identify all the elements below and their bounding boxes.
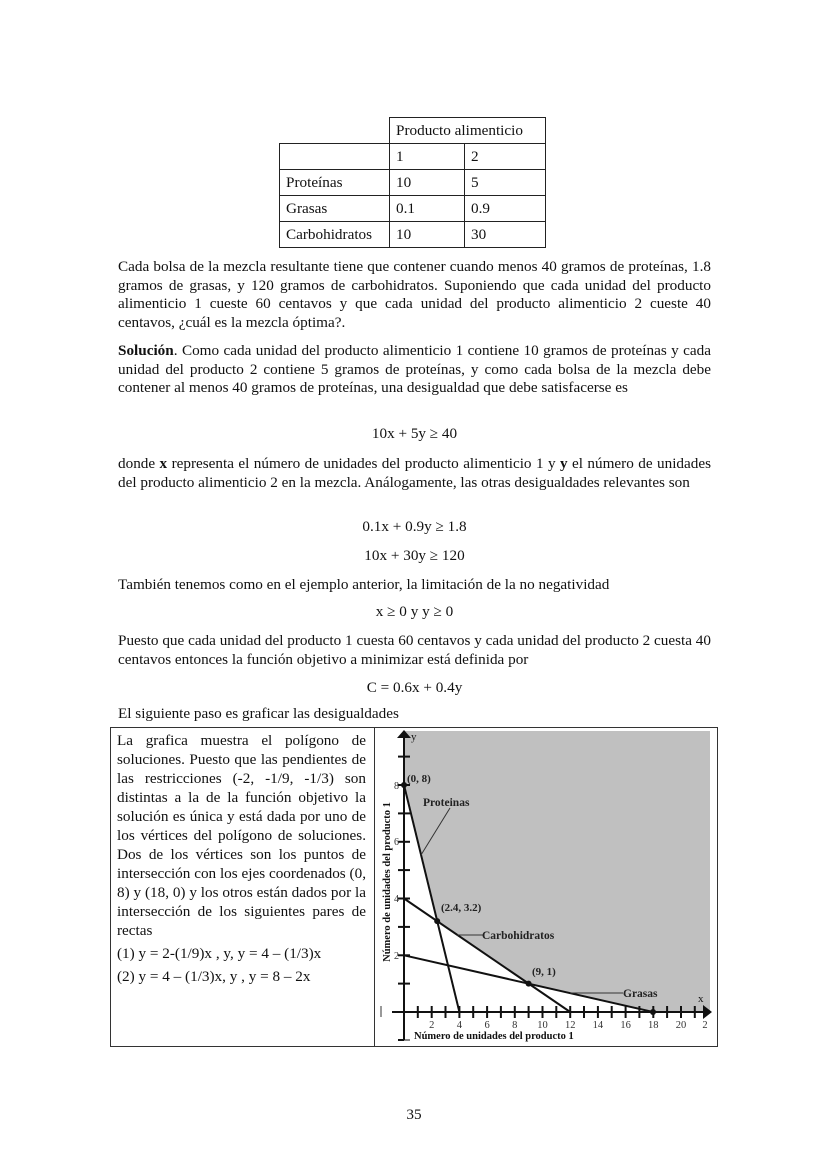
variables-paragraph: donde x representa el número de unidades del producto alimenticio 1 y y el número de unidades del producto alimenticio 2 en la mezcla. Análogamente, las otras desigualdades relevantes son [118,455,711,491]
row-value-1: 0.1 [390,196,465,222]
row-value-1: 10 [390,222,465,248]
equation-carbs: 10x + 30y ≥ 120 [364,547,465,564]
svg-text:2: 2 [429,1020,435,1031]
nutrition-table [279,117,546,248]
table-row [280,170,546,196]
solution-paragraph [118,342,711,398]
line-pair-2: (2) y = 4 – (1/3)x, y , y = 8 – 2x [117,968,311,985]
line-pair-1: (1) y = 2-(1/9)x , y, y = 4 – (1/3)x [117,945,322,962]
x-axis-label: Número de unidades del producto 1 [414,1031,574,1042]
y-axis-label: Número de unidades del producto 1 [382,802,393,962]
equation-fats: 0.1x + 0.9y ≥ 1.8 [362,518,467,535]
table-header-row [280,118,546,144]
row-label: Proteínas [280,170,390,196]
row-value-2: 0.9 [465,196,546,222]
table-col-1: 1 [390,144,465,170]
svg-text:8: 8 [512,1020,518,1031]
svg-text:18: 18 [648,1020,659,1031]
svg-text:4: 4 [394,894,399,905]
svg-text:(0, 8): (0, 8) [407,773,431,785]
annotation-carbohidratos: Carbohidratos [482,930,555,942]
nonnegativity-paragraph: También tenemos como en el ejemplo anterior, la limitación de la no negatividad [118,576,610,593]
figure-divider [374,727,375,1046]
explanation-text: La grafica muestra el polígono de soluciones. Puesto que las pendientes de las restricciones (-2, -1/9, -1/3) son distintas a la de la función objetivo la solución es única y está dada por uno de los vértices del polígono de soluciones. Dos de los vértices son los puntos de intersección con los ejes coordenados (0, 8) y (18, 0) y los otros están dados por la intersección de los siguientes pares de rectas [117,732,366,939]
svg-text:4: 4 [456,1020,463,1031]
figure-explanation [117,731,366,986]
annotation-proteinas: Proteinas [423,797,470,809]
y-tick-labels [394,781,399,962]
table-header-product: Producto alimenticio [390,118,546,144]
problem-statement: Cada bolsa de la mezcla resultante tiene que contener cuando menos 40 gramos de proteínas, 1.8 gramos de grasas, y 120 gramos de carbohidratos. Suponiendo que cada unidad del producto alimenticio 1 cueste 60 centavos y que cada unidad del producto alimenticio 2 cueste 40 centavos, ¿cuál es la mezcla óptima?. [118,258,711,331]
page-number: 35 [406,1106,422,1123]
svg-text:x: x [698,993,704,1005]
svg-text:20: 20 [675,1020,687,1031]
equation-proteins: 10x + 5y ≥ 40 [371,425,458,442]
table-col-2: 2 [465,144,546,170]
row-value-2: 30 [465,222,546,248]
svg-text:16: 16 [620,1020,631,1031]
row-value-1: 10 [390,170,465,196]
var-x: x [159,455,168,472]
solution-label: Solución [118,342,174,359]
equation-nonnegativity: x ≥ 0 y y ≥ 0 [375,603,454,620]
annotation-grasas: Grasas [623,988,658,1000]
row-label: Carbohidratos [280,222,390,248]
svg-text:10: 10 [537,1020,548,1031]
svg-text:12: 12 [564,1020,576,1031]
row-value-2: 5 [465,170,546,196]
objective-paragraph: Puesto que cada unidad del producto 1 cuesta 60 centavos y cada unidad del producto 2 cuesta 40 centavos entonces la función objetivo a minimizar está definida por [118,632,711,668]
table-row [280,222,546,248]
table-subheader-row [280,144,546,170]
svg-text:8: 8 [394,781,399,792]
svg-text:2: 2 [394,951,399,962]
svg-text:14: 14 [592,1020,604,1031]
var-y: y [560,455,568,472]
x-tick-labels [429,1020,708,1031]
svg-text:6: 6 [394,837,399,848]
svg-text:6: 6 [484,1020,490,1031]
row-label: Grasas [280,196,390,222]
feasible-region-chart [376,728,714,1044]
svg-text:y: y [411,731,417,743]
solution-text: . Como cada unidad del producto alimenticio 1 contiene 10 gramos de proteínas y cada unidad del producto 2 contiene 5 gramos de proteínas, y como cada bolsa de la mezcla debe contener al menos 40 gramos de proteínas, una desigualdad que debe satisfacerse es [118,342,711,397]
svg-text:(9, 1): (9, 1) [532,966,556,978]
equation-objective: C = 0.6x + 0.4y [366,679,463,696]
next-step-paragraph: El siguiente paso es graficar las desigualdades [118,705,399,722]
svg-text:2: 2 [702,1020,708,1031]
table-row [280,196,546,222]
svg-text:(2.4, 3.2): (2.4, 3.2) [441,902,482,914]
